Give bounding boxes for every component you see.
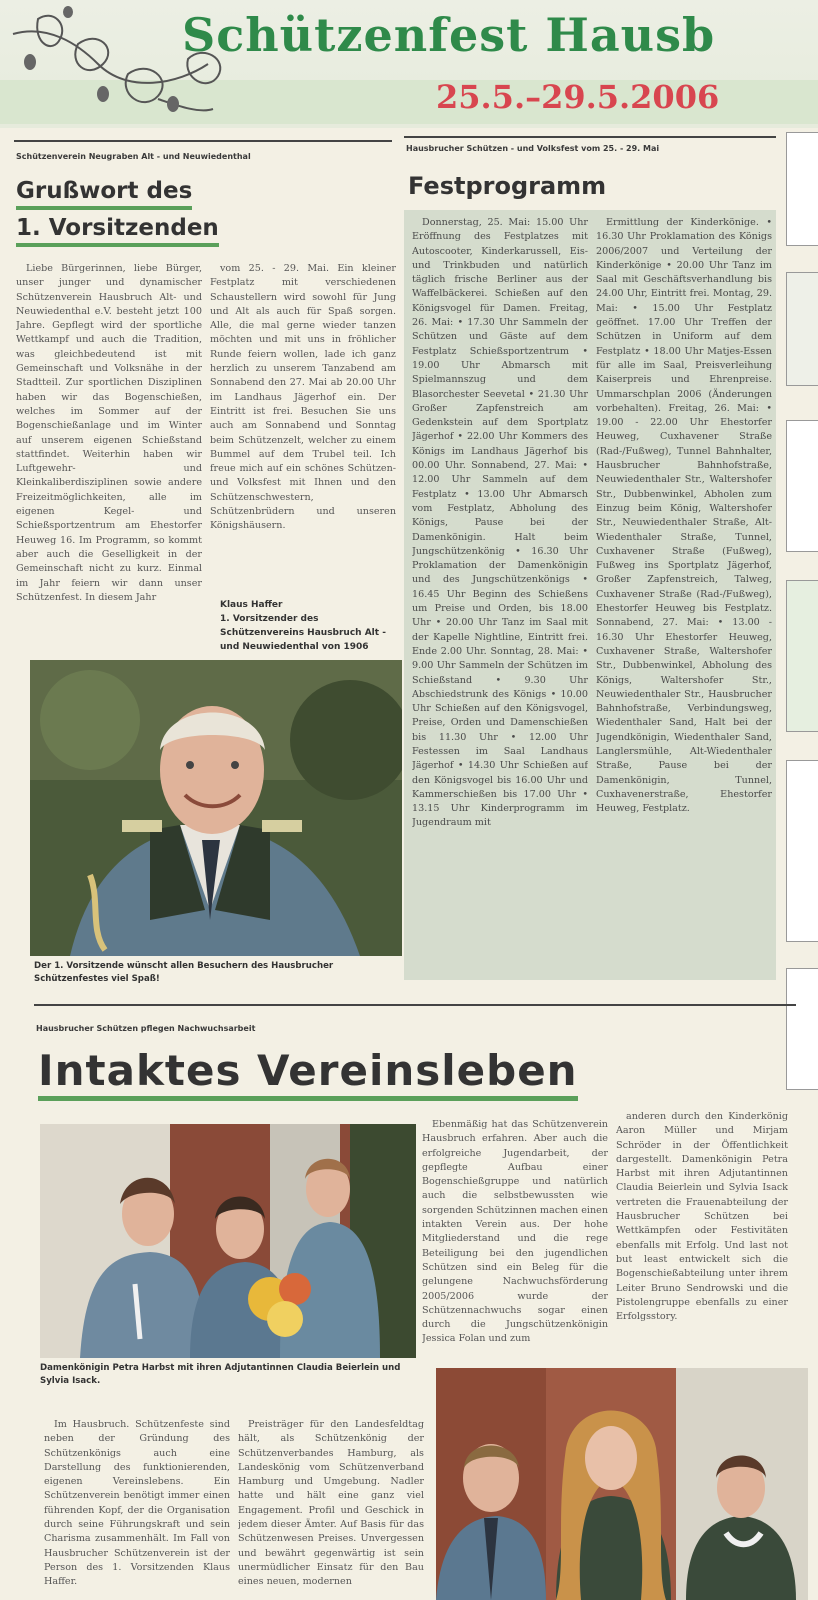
article2-column-4: Preisträger für den Landesfeldtag hält, als Schützenkönig der Schützenverbandes Hamburg, als Landeskönig vom Schützenverband Hamburg und Umgebung. Nadler hatte und hält eine ganz viel Engagement. Profil und Geschick in jedem dieser Ämter. Auf Basis für das Schützenwesen Preises. Unvergessen und bewährt gegenwärtig ist sein unermüdlicher Einsatz für den Bau eines neuen, modernen <box>238 1419 424 1588</box>
article2-kicker: Hausbrucher Schützen pflegen Nachwuchsarbeit <box>36 1024 256 1033</box>
signature-role: 1. Vorsitzender des Schützenvereins Hausbruch Alt - und Neuwiedenthal von 1906 <box>220 614 386 652</box>
chairman-photo <box>30 660 402 956</box>
programme-column-1: Donnerstag, 25. Mai: 15.00 Uhr Eröffnung des Festplatzes mit Autoscooter, Kinderkarussell, Eis- und Trinkbuden und natürlich täglich frische Berliner aus der Waffelbäckerei. Schießen auf den Königsvogel für Damen. Freitag, 26. Mai: • 17.30 Uhr Sammeln der Schützen und Gäste auf dem Festplatz Schießsportzentrum • 19.00 Uhr Abmarsch mit Spielmannszug und dem Blasorchester Seevetal • 21.30 Uhr Großer Zapfenstreich am Gedenkstein auf dem Sportplatz Jägerhof • 22.00 Uhr Kommers des Königs im Landhaus Jägerhof bis 00.00 Uhr. Sonnabend, 27. Mai: • 12.00 Uhr Sammeln auf dem Festplatz • 13.00 Uhr Abmarsch vom Festplatz, Abholung des Königs, Pause bei der Damenkönigin. Halt beim Jungschützenkönig • 16.30 Uhr Proklamation der Damenkönigin und des Jungschützenkönigs • 16.45 Uhr Beginn des Schießens um Preise und Orden, bis 18.00 Uhr • 20.00 Uhr Tanz im Saal mit der Kapelle Nightline, Eintritt frei. Ende 2.00 Uhr. Sonntag, 28. Mai: • 9.00 Uhr Sammeln der Schützen im Schießstand • 9.30 Uhr Abschiedstrunk des Königs • 10.00 Uhr Schießen auf den Königsvogel, Preise, Orden und Damenschießen bis 11.30 Uhr • 12.00 Uhr Festessen im Saal Landhaus Jägerhof • 14.30 Uhr Schießen auf den Königsvogel bis 16.00 Uhr und Kammerschießen bis 17.00 Uhr • 13.15 Uhr Kinderprogramm im Jugendraum mit <box>412 217 588 829</box>
youth-photo <box>436 1368 808 1600</box>
masthead-title: Schützenfest Hausb <box>182 8 716 62</box>
article1-top-rule <box>14 140 392 142</box>
article1-kicker: Schützenverein Neugraben Alt - und Neuwiedenthal <box>16 152 251 161</box>
side-ad-6 <box>786 968 818 1090</box>
article2-column-1: Ebenmäßig hat das Schützenverein Hausbruch erfahren. Aber auch die erfolgreiche Jugendarbeit, der gepflegte Aufbau einer Bogenschießgruppe und natürlich auch die selbstbewussten wie sorgenden Schützinnen machen einen intakten Verein aus. Der hohe Mitgliederstand und die rege Beteiligung bei den jugendlichen Schützen sind ein Beleg für die gelungene Nachwuchsförderung 2005/2006 wurde der Schützennachwuchs sogar einen durch die Jungschützenkönigin Jessica Folan und zum <box>422 1119 608 1345</box>
chairman-photo-caption: Der 1. Vorsitzende wünscht allen Besuchern des Hausbrucher Schützenfestes viel Spaß! <box>34 961 334 984</box>
programme-column-2: Ermittlung der Kinderkönige. • 16.30 Uhr Proklamation des Königs 2006/2007 und Verteilung der Kinderkönige • 20.00 Uhr Tanz im Saal mit Geschäftsverhandlung bis 24.00 Uhr, Eintritt frei. Montag, 29. Mai: • 15.00 Uhr Festplatz geöffnet. 17.00 Uhr Treffen der Schützen in Uniform auf dem Festplatz • 18.00 Uhr Matjes-Essen für alle im Saal, Preisverleihung Kaiserpreis und Ehrenpreise. Ummarschplan 2006 (Änderungen vorbehalten). Freitag, 26. Mai: • 19.00 - 22.00 Uhr Ehestorfer Heuweg, Cuxhavener Straße (Rad-/Fußweg), Tunnel Bahnhalter, Hausbrucher Bahnhofstraße, Neuwiedenthaler Str., Waltershofer Str., Dubbenwinkel, Abholen zum Einzug beim König, Waltershofer Str., Neuwiedenthaler Straße, Alt-Wiedenthaler Straße, Tunnel, Cuxhavener Straße (Fußweg), Fußweg ins Sportplatz Jägerhof, Großer Zapfenstreich, Talweg, Cuxhavener Straße (Rad-/Fußweg), Ehestorfer Heuweg bis Festplatz. Sonnabend, 27. Mai: • 13.00 - 16.30 Uhr Ehestorfer Heuweg, Cuxhavener Straße, Waltershofer Str., Dubbenwinkel, Abholung des Königs, Waltershofer Str., Neuwiedenthaler Str., Hausbrucher Bahnhofstraße, Verbindungsweg, Wiedenthaler Sand, Halt bei der Jugendkönigin, Wiedenthaler Sand, Langlersmühle, Alt-Wiedenthaler Straße, Pause bei der Damenkönigin, Tunnel, Cuxhavenerstraße, Ehestorfer Heuweg, Festplatz. <box>596 217 772 815</box>
programme-kicker: Hausbrucher Schützen - und Volksfest vom 25. - 29. Mai <box>406 144 660 153</box>
masthead-dates: 25.5.–29.5.2006 <box>436 78 720 116</box>
women-photo <box>40 1124 416 1358</box>
signature-name: Klaus Haffer <box>220 600 283 610</box>
article1-headline-2: 1. Vorsitzenden <box>16 215 219 247</box>
side-ad-3 <box>786 420 818 552</box>
side-ad-4 <box>786 580 818 732</box>
side-ad-2 <box>786 272 818 386</box>
article2-column-2: anderen durch den Kinderkönig Aaron Müller und Mirjam Schröder in der Öffentlichkeit dargestellt. Damenkönigin Petra Harbst mit ihren Adjutantinnen Claudia Beierlein und Sylvia Isack vertreten die Frauenabteilung der Hausbrucher Schützen bei Wettkämpfen oder Festivitäten ebenfalls mit Erfolg. Und last not but least entwickelt sich die Bogenschießabteilung unter ihrem Leiter Bruno Sendrowski und die Pistolengruppe ebenfalls zu einer Erfolgsstory. <box>616 1111 788 1323</box>
article1-column-2: vom 25. - 29. Mai. Ein kleiner Festplatz mit verschiedenen Schaustellern wird sowohl für Jung und Alt als auch für Spaß sorgen. Alle, die mal gerne wieder tanzen möchten und mit uns in fröhlicher Runde feiern wollen, lade ich ganz herzlich zu unserem Tanzabend am Sonnabend den 27. Mai ab 20.00 Uhr im Landhaus Jägerhof ein. Der Eintritt ist frei. Besuchen Sie uns auch am Sonnabend und Sonntag beim Schützenzelt, welcher zu einem Bummel auf dem Trubel teil. Ich freue mich auf ein schönes Schützen- und Volksfest mit Ihnen und den Schützenschwestern, Schützenbrüdern und unseren Königshäusern. <box>210 263 396 532</box>
article2-top-rule <box>34 1004 796 1006</box>
signature-block <box>220 598 398 654</box>
programme-top-rule <box>404 136 776 138</box>
article2-headline: Intaktes Vereinsleben <box>38 1046 578 1101</box>
article1-column-1: Liebe Bürgerinnen, liebe Bürger, unser junger und dynamischer Schützenverein Hausbruch Alt- und Neuwiedenthal e.V. besteht jetzt 100 Jahre. Gepflegt wird der sportliche Wettkampf und auch die Tradition, was gleichbedeutend ist mit Gemeinschaft und Volksnähe in der Stadtteil. Zur sportlichen Disziplinen haben wir das Bogenschießen, welches im Sommer auf der Bogenschießanlage und im Winter auf unserem eigenen Schießstand stattfindet. Weiterhin haben wir Luftgewehr- und Kleinkaliberdisziplinen sowie andere Freizeitmöglichkeiten, alle im eigenen Kegel- und Schießsportzentrum am Ehestorfer Heuweg 16. Im Programm, so kommt aber auch die Geselligkeit in der Gemeinschaft nicht zu kurz. Einmal im Jahr feiern wir dann unser Schützenfest. In diesem Jahr <box>16 263 202 603</box>
programme-headline: Festprogramm <box>408 172 607 200</box>
side-ad-5 <box>786 760 818 942</box>
article2-column-3: Im Hausbruch. Schützenfeste sind neben der Gründung des Schützenkönigs auch eine Darstellung des funktionierenden, eigenen Vereinslebens. Ein Schützenverein benötigt immer einen führenden Kopf, der die Organisation durch seine Führungskraft und sein Charisma zusammenhält. Im Fall von Hausbrucher Schützenverein ist der Person des 1. Vorsitzenden Klaus Haffer. <box>44 1419 230 1588</box>
side-ad-1 <box>786 132 818 246</box>
women-photo-caption: Damenkönigin Petra Harbst mit ihren Adjutantinnen Claudia Beierlein und Sylvia Isack. <box>40 1363 401 1386</box>
article1-headline-1: Grußwort des <box>16 178 192 210</box>
